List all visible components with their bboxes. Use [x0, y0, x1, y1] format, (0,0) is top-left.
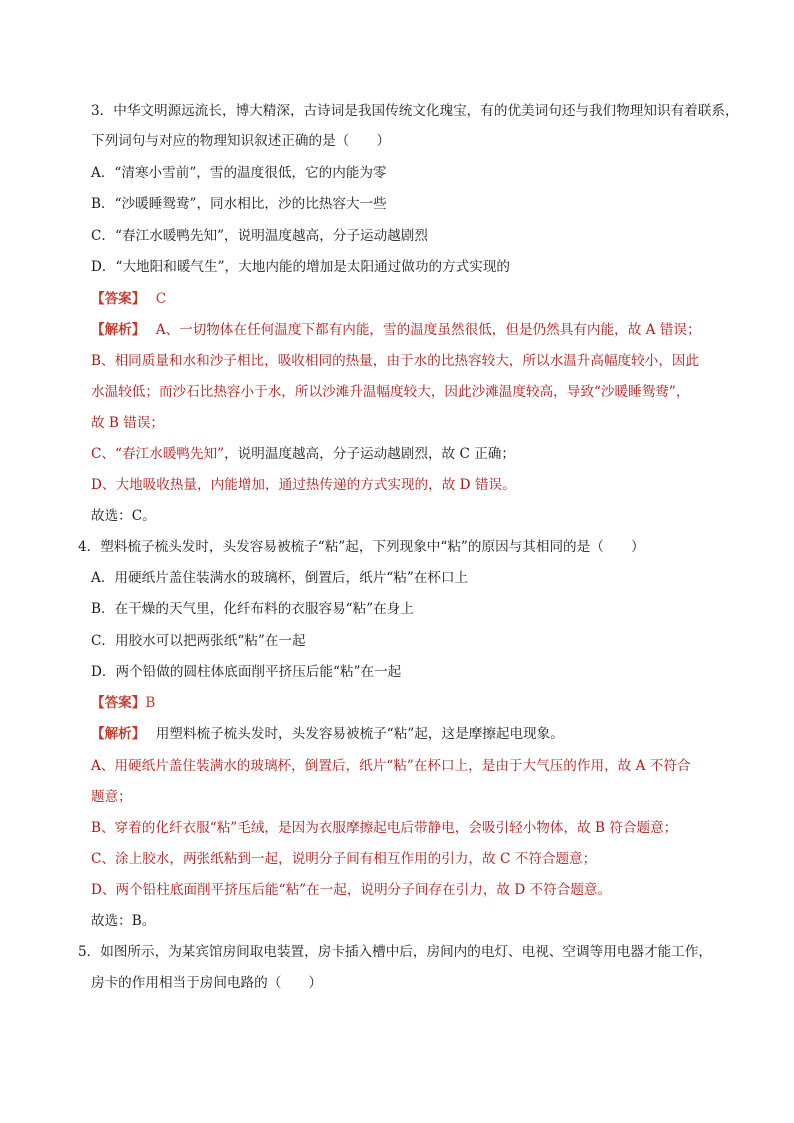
- q5-stem-line2: 房卡的作用相当于房间电路的（ ）: [91, 975, 323, 991]
- q3-stem-line2: 下列词句与对应的物理知识叙述正确的是（ ）: [91, 133, 391, 149]
- q3-answer-value: C: [155, 291, 167, 307]
- q3-analysis-line2: B、相同质量和水和沙子相比，吸收相同的热量，由于水的比热容较大，所以水温升高幅度较小，因此: [91, 353, 700, 369]
- q4-analysis-line5: C、涂上胶水，两张纸粘到一起，说明分子间有相互作用的引力，故 C 不符合题意；: [91, 851, 597, 867]
- q4-analysis-line1: [91, 725, 564, 743]
- q4-option-c: C．用胶水可以把两张纸“粘”在一起: [91, 633, 306, 649]
- q3-answer-label: 【答案】: [91, 291, 146, 307]
- q3-analysis-line5: [91, 445, 515, 463]
- q3-option-d: D．“大地阳和暖气生”，大地内能的增加是太阳通过做功的方式实现的: [91, 259, 511, 275]
- q3-option-b: B．“沙暖睡鸳鸯”，同水相比，沙的比热容大一些: [91, 196, 387, 212]
- q3-analysis-line4: 故 B 错误；: [91, 415, 165, 431]
- q4-analysis-label: 【解析】: [91, 726, 146, 742]
- q3-analysis-line1: [91, 321, 701, 339]
- q3-analysis-label: 【解析】: [91, 322, 146, 338]
- q4-analysis-line2: [91, 757, 691, 775]
- q3-option-c: C．“春江水暖鸭先知”，说明温度越高，分子运动越剧烈: [91, 228, 428, 244]
- q3-analysis-text5a: C、“春江水暖鸭先知”: [91, 446, 225, 462]
- q3-answer: [91, 290, 166, 308]
- q4-answer: [91, 694, 155, 712]
- q5-stem-line1: 5．如图所示，为某宾馆房间取电装置，房卡插入槽中后，房间内的电灯、电视、空调等用电器才能工作，: [78, 944, 712, 960]
- q3-analysis-line3: 水温较低；而沙石比热容小于水，所以沙滩升温幅度较大，因此沙滩温度较高，导致“沙暖睡鸳鸯”，: [91, 384, 690, 400]
- q4-analysis-line4: B、穿着的化纤衣服“粘”毛绒，是因为衣服摩擦起电后带静电，会吸引轻小物体，故 B 符合题意；: [91, 820, 678, 836]
- q4-stem: 4．塑料梳子梳头发时，头发容易被梳子“粘”起，下列现象中“粘”的原因与其相同的是（ ）: [78, 539, 645, 555]
- q4-option-b: B．在干燥的天气里，化纤布料的衣服容易“粘”在身上: [91, 601, 414, 617]
- q4-answer-label: 【答案】: [91, 695, 146, 711]
- q4-option-a: A．用硬纸片盖住装满水的玻璃杯，倒置后，纸片“粘”在杯口上: [91, 570, 469, 586]
- q4-answer-value: B: [145, 695, 156, 711]
- q3-option-a: A．“清寒小雪前”，雪的温度很低，它的内能为零: [91, 165, 387, 181]
- q4-analysis-text2b: 在杯口上，是由于大气压的作用，故 A 不符合: [413, 758, 691, 774]
- q3-conclusion: 故选：C。: [91, 508, 156, 524]
- q3-stem-line1: 3．中华文明源远流长，博大精深，古诗词是我国传统文化瑰宝，有的优美词句还与我们物理知识有着联系，: [91, 103, 739, 119]
- q4-analysis-text1: 用塑料梳子梳头发时，头发容易被梳子“粘”起，这是摩擦起电现象。: [155, 726, 564, 742]
- q3-analysis-text5b: ，说明温度越高，分子运动越剧烈，故 C 正确；: [224, 446, 515, 462]
- q4-conclusion: 故选：B。: [91, 913, 156, 929]
- q3-analysis-text1: A、一切物体在任何温度下都有内能，雪的温度虽然很低，但是仍然具有内能，故 A 错误；: [155, 322, 701, 338]
- q4-analysis-line3: 题意；: [91, 789, 132, 805]
- q4-option-d: D．两个铅做的圆柱体底面削平挤压后能“粘”在一起: [91, 664, 402, 680]
- q4-analysis-line6: D、两个铅柱底面削平挤压后能“粘”在一起，说明分子间存在引力，故 D 不符合题意。: [91, 882, 612, 898]
- q3-analysis-line6: D、大地吸收热量，内能增加，通过热传递的方式实现的，故 D 错误。: [91, 477, 516, 493]
- q4-analysis-text2a: A、用硬纸片盖住装满水的玻璃杯，倒置后，纸片“粘”: [91, 758, 414, 774]
